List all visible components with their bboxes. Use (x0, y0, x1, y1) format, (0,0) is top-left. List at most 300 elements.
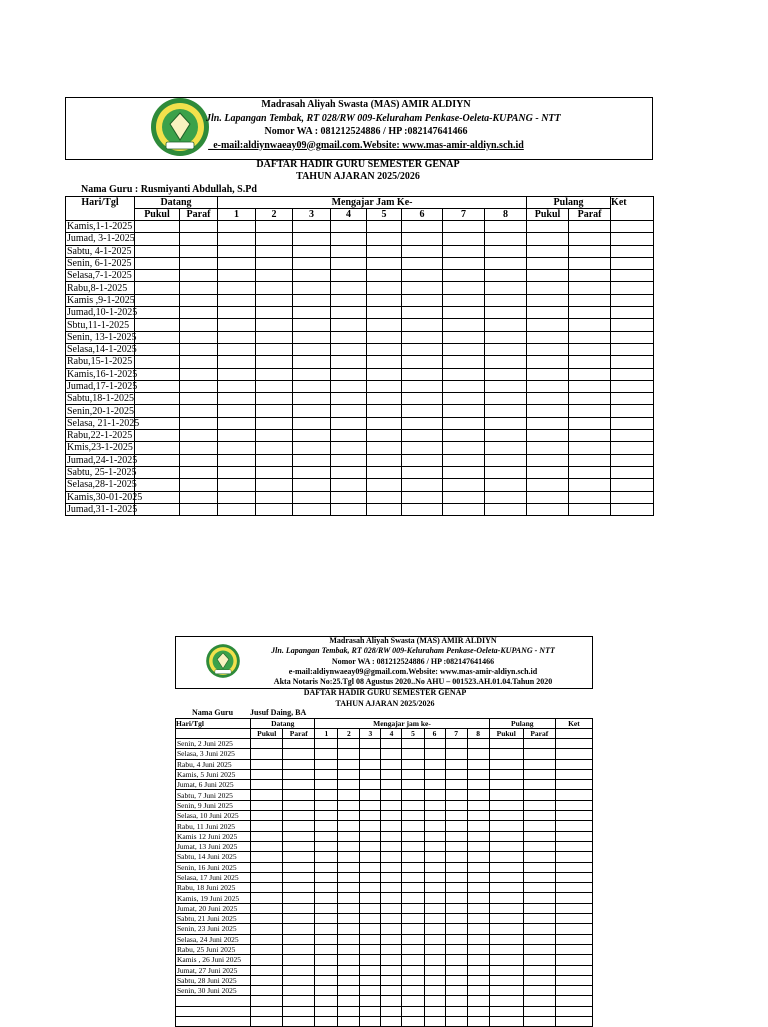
attendance-cell[interactable] (283, 883, 315, 893)
attendance-cell[interactable] (402, 331, 443, 343)
attendance-cell[interactable] (485, 368, 527, 380)
attendance-cell[interactable] (331, 479, 367, 491)
attendance-cell[interactable] (367, 245, 402, 257)
attendance-cell[interactable] (360, 749, 381, 759)
attendance-cell[interactable] (331, 405, 367, 417)
attendance-cell[interactable] (367, 221, 402, 233)
attendance-cell[interactable] (367, 307, 402, 319)
attendance-cell[interactable] (402, 924, 424, 934)
attendance-cell[interactable] (218, 319, 256, 331)
attendance-cell[interactable] (367, 454, 402, 466)
attendance-cell[interactable] (218, 343, 256, 355)
attendance-cell[interactable] (283, 934, 315, 944)
attendance-cell[interactable] (180, 245, 218, 257)
attendance-cell[interactable] (218, 331, 256, 343)
attendance-cell[interactable] (331, 245, 367, 257)
attendance-cell[interactable] (251, 790, 283, 800)
attendance-cell[interactable] (315, 852, 338, 862)
attendance-cell[interactable] (569, 221, 611, 233)
attendance-cell[interactable] (611, 221, 654, 233)
attendance-cell[interactable] (555, 986, 592, 996)
attendance-cell[interactable] (381, 749, 402, 759)
attendance-cell[interactable] (331, 356, 367, 368)
attendance-cell[interactable] (360, 739, 381, 749)
attendance-cell[interactable] (338, 955, 360, 965)
attendance-cell[interactable] (135, 393, 180, 405)
attendance-cell[interactable] (251, 841, 283, 851)
attendance-cell[interactable] (293, 380, 331, 392)
attendance-cell[interactable] (360, 872, 381, 882)
attendance-cell[interactable] (489, 769, 523, 779)
attendance-cell[interactable] (523, 852, 555, 862)
attendance-cell[interactable] (381, 862, 402, 872)
attendance-cell[interactable] (445, 872, 467, 882)
attendance-cell[interactable] (331, 307, 367, 319)
attendance-cell[interactable] (283, 811, 315, 821)
attendance-cell[interactable] (523, 759, 555, 769)
attendance-cell[interactable] (443, 368, 485, 380)
attendance-cell[interactable] (402, 862, 424, 872)
attendance-cell[interactable] (402, 975, 424, 985)
attendance-cell[interactable] (445, 944, 467, 954)
attendance-cell[interactable] (443, 442, 485, 454)
attendance-cell[interactable] (489, 811, 523, 821)
attendance-cell[interactable] (523, 996, 555, 1006)
attendance-cell[interactable] (293, 356, 331, 368)
attendance-cell[interactable] (485, 479, 527, 491)
attendance-cell[interactable] (569, 307, 611, 319)
attendance-cell[interactable] (402, 811, 424, 821)
attendance-cell[interactable] (402, 893, 424, 903)
attendance-cell[interactable] (555, 852, 592, 862)
attendance-cell[interactable] (445, 811, 467, 821)
attendance-cell[interactable] (611, 307, 654, 319)
attendance-cell[interactable] (424, 852, 445, 862)
attendance-cell[interactable] (445, 800, 467, 810)
attendance-cell[interactable] (611, 270, 654, 282)
attendance-cell[interactable] (555, 944, 592, 954)
attendance-cell[interactable] (555, 1017, 592, 1027)
attendance-cell[interactable] (135, 479, 180, 491)
attendance-cell[interactable] (283, 780, 315, 790)
attendance-cell[interactable] (402, 454, 443, 466)
attendance-cell[interactable] (381, 790, 402, 800)
attendance-cell[interactable] (527, 417, 569, 429)
attendance-cell[interactable] (218, 479, 256, 491)
attendance-cell[interactable] (218, 221, 256, 233)
attendance-cell[interactable] (338, 790, 360, 800)
attendance-cell[interactable] (555, 780, 592, 790)
attendance-cell[interactable] (424, 914, 445, 924)
attendance-cell[interactable] (527, 454, 569, 466)
attendance-cell[interactable] (251, 862, 283, 872)
attendance-cell[interactable] (523, 893, 555, 903)
attendance-cell[interactable] (360, 852, 381, 862)
attendance-cell[interactable] (402, 479, 443, 491)
attendance-cell[interactable] (367, 466, 402, 478)
attendance-cell[interactable] (485, 356, 527, 368)
attendance-cell[interactable] (367, 319, 402, 331)
attendance-cell[interactable] (135, 343, 180, 355)
attendance-cell[interactable] (283, 903, 315, 913)
attendance-cell[interactable] (331, 368, 367, 380)
attendance-cell[interactable] (489, 852, 523, 862)
attendance-cell[interactable] (256, 294, 293, 306)
attendance-cell[interactable] (218, 430, 256, 442)
attendance-cell[interactable] (218, 466, 256, 478)
attendance-cell[interactable] (218, 356, 256, 368)
attendance-cell[interactable] (381, 883, 402, 893)
attendance-cell[interactable] (315, 1017, 338, 1027)
attendance-cell[interactable] (256, 331, 293, 343)
attendance-cell[interactable] (489, 841, 523, 851)
attendance-cell[interactable] (135, 442, 180, 454)
attendance-cell[interactable] (180, 405, 218, 417)
attendance-cell[interactable] (523, 790, 555, 800)
attendance-cell[interactable] (569, 466, 611, 478)
attendance-cell[interactable] (445, 893, 467, 903)
attendance-cell[interactable] (402, 965, 424, 975)
attendance-cell[interactable] (180, 368, 218, 380)
attendance-cell[interactable] (611, 405, 654, 417)
attendance-cell[interactable] (445, 975, 467, 985)
attendance-cell[interactable] (424, 965, 445, 975)
attendance-cell[interactable] (135, 282, 180, 294)
attendance-cell[interactable] (527, 294, 569, 306)
attendance-cell[interactable] (283, 841, 315, 851)
attendance-cell[interactable] (180, 331, 218, 343)
attendance-cell[interactable] (443, 257, 485, 269)
attendance-cell[interactable] (256, 282, 293, 294)
attendance-cell[interactable] (569, 430, 611, 442)
attendance-cell[interactable] (315, 883, 338, 893)
attendance-cell[interactable] (331, 257, 367, 269)
attendance-cell[interactable] (443, 294, 485, 306)
attendance-cell[interactable] (485, 331, 527, 343)
attendance-cell[interactable] (251, 996, 283, 1006)
attendance-cell[interactable] (489, 872, 523, 882)
attendance-cell[interactable] (251, 903, 283, 913)
attendance-cell[interactable] (523, 903, 555, 913)
attendance-cell[interactable] (527, 503, 569, 515)
attendance-cell[interactable] (611, 417, 654, 429)
attendance-cell[interactable] (283, 739, 315, 749)
attendance-cell[interactable] (367, 479, 402, 491)
attendance-cell[interactable] (402, 996, 424, 1006)
attendance-cell[interactable] (424, 975, 445, 985)
attendance-cell[interactable] (381, 975, 402, 985)
attendance-cell[interactable] (283, 965, 315, 975)
attendance-cell[interactable] (555, 924, 592, 934)
attendance-cell[interactable] (467, 831, 489, 841)
attendance-cell[interactable] (424, 944, 445, 954)
attendance-cell[interactable] (485, 294, 527, 306)
attendance-cell[interactable] (402, 442, 443, 454)
attendance-cell[interactable] (424, 986, 445, 996)
attendance-cell[interactable] (424, 893, 445, 903)
attendance-cell[interactable] (424, 1017, 445, 1027)
attendance-cell[interactable] (338, 831, 360, 841)
attendance-cell[interactable] (424, 934, 445, 944)
attendance-cell[interactable] (180, 307, 218, 319)
attendance-cell[interactable] (485, 343, 527, 355)
attendance-cell[interactable] (443, 405, 485, 417)
attendance-cell[interactable] (445, 841, 467, 851)
attendance-cell[interactable] (527, 307, 569, 319)
attendance-cell[interactable] (251, 883, 283, 893)
attendance-cell[interactable] (293, 417, 331, 429)
attendance-cell[interactable] (338, 914, 360, 924)
attendance-cell[interactable] (135, 503, 180, 515)
attendance-cell[interactable] (218, 393, 256, 405)
attendance-cell[interactable] (315, 739, 338, 749)
attendance-cell[interactable] (424, 769, 445, 779)
attendance-cell[interactable] (315, 780, 338, 790)
attendance-cell[interactable] (489, 955, 523, 965)
attendance-cell[interactable] (402, 405, 443, 417)
attendance-cell[interactable] (283, 986, 315, 996)
attendance-cell[interactable] (527, 430, 569, 442)
attendance-cell[interactable] (527, 368, 569, 380)
attendance-cell[interactable] (135, 245, 180, 257)
attendance-cell[interactable] (331, 503, 367, 515)
attendance-cell[interactable] (489, 800, 523, 810)
attendance-cell[interactable] (569, 356, 611, 368)
attendance-cell[interactable] (569, 331, 611, 343)
attendance-cell[interactable] (402, 270, 443, 282)
attendance-cell[interactable] (315, 862, 338, 872)
attendance-cell[interactable] (283, 831, 315, 841)
attendance-cell[interactable] (467, 811, 489, 821)
attendance-cell[interactable] (338, 811, 360, 821)
attendance-cell[interactable] (381, 1006, 402, 1016)
attendance-cell[interactable] (523, 821, 555, 831)
attendance-cell[interactable] (445, 790, 467, 800)
attendance-cell[interactable] (489, 986, 523, 996)
attendance-cell[interactable] (367, 380, 402, 392)
attendance-cell[interactable] (180, 503, 218, 515)
attendance-cell[interactable] (527, 466, 569, 478)
attendance-cell[interactable] (555, 955, 592, 965)
attendance-cell[interactable] (218, 282, 256, 294)
attendance-cell[interactable] (381, 934, 402, 944)
attendance-cell[interactable] (485, 417, 527, 429)
attendance-cell[interactable] (180, 221, 218, 233)
attendance-cell[interactable] (256, 466, 293, 478)
attendance-cell[interactable] (251, 759, 283, 769)
attendance-cell[interactable] (315, 1006, 338, 1016)
attendance-cell[interactable] (402, 282, 443, 294)
attendance-cell[interactable] (443, 233, 485, 245)
attendance-cell[interactable] (555, 934, 592, 944)
attendance-cell[interactable] (283, 790, 315, 800)
attendance-cell[interactable] (467, 975, 489, 985)
attendance-cell[interactable] (367, 417, 402, 429)
attendance-cell[interactable] (611, 356, 654, 368)
attendance-cell[interactable] (445, 821, 467, 831)
attendance-cell[interactable] (611, 368, 654, 380)
attendance-cell[interactable] (338, 841, 360, 851)
attendance-cell[interactable] (443, 417, 485, 429)
attendance-cell[interactable] (402, 944, 424, 954)
attendance-cell[interactable] (360, 811, 381, 821)
attendance-cell[interactable] (256, 491, 293, 503)
attendance-cell[interactable] (402, 380, 443, 392)
attendance-cell[interactable] (443, 270, 485, 282)
attendance-cell[interactable] (315, 996, 338, 1006)
attendance-cell[interactable] (251, 800, 283, 810)
attendance-cell[interactable] (445, 852, 467, 862)
attendance-cell[interactable] (315, 790, 338, 800)
attendance-cell[interactable] (218, 245, 256, 257)
attendance-cell[interactable] (251, 852, 283, 862)
attendance-cell[interactable] (485, 393, 527, 405)
attendance-cell[interactable] (360, 914, 381, 924)
attendance-cell[interactable] (218, 270, 256, 282)
attendance-cell[interactable] (424, 903, 445, 913)
attendance-cell[interactable] (360, 955, 381, 965)
attendance-cell[interactable] (402, 831, 424, 841)
attendance-cell[interactable] (251, 955, 283, 965)
attendance-cell[interactable] (135, 257, 180, 269)
attendance-cell[interactable] (424, 924, 445, 934)
attendance-cell[interactable] (489, 790, 523, 800)
attendance-cell[interactable] (555, 790, 592, 800)
attendance-cell[interactable] (180, 430, 218, 442)
attendance-cell[interactable] (555, 903, 592, 913)
attendance-cell[interactable] (611, 331, 654, 343)
attendance-cell[interactable] (445, 831, 467, 841)
attendance-cell[interactable] (315, 924, 338, 934)
attendance-cell[interactable] (338, 893, 360, 903)
attendance-cell[interactable] (256, 380, 293, 392)
attendance-cell[interactable] (555, 821, 592, 831)
attendance-cell[interactable] (180, 466, 218, 478)
attendance-cell[interactable] (293, 270, 331, 282)
attendance-cell[interactable] (251, 914, 283, 924)
attendance-cell[interactable] (611, 245, 654, 257)
attendance-cell[interactable] (489, 883, 523, 893)
attendance-cell[interactable] (402, 393, 443, 405)
attendance-cell[interactable] (367, 331, 402, 343)
attendance-cell[interactable] (489, 893, 523, 903)
attendance-cell[interactable] (424, 739, 445, 749)
attendance-cell[interactable] (611, 282, 654, 294)
attendance-cell[interactable] (293, 405, 331, 417)
attendance-cell[interactable] (256, 417, 293, 429)
attendance-cell[interactable] (555, 811, 592, 821)
attendance-cell[interactable] (611, 393, 654, 405)
attendance-cell[interactable] (251, 749, 283, 759)
attendance-cell[interactable] (180, 454, 218, 466)
attendance-cell[interactable] (315, 934, 338, 944)
attendance-cell[interactable] (331, 294, 367, 306)
attendance-cell[interactable] (283, 800, 315, 810)
attendance-cell[interactable] (331, 331, 367, 343)
attendance-cell[interactable] (402, 790, 424, 800)
attendance-cell[interactable] (251, 944, 283, 954)
attendance-cell[interactable] (402, 466, 443, 478)
attendance-cell[interactable] (293, 233, 331, 245)
attendance-cell[interactable] (283, 769, 315, 779)
attendance-cell[interactable] (218, 442, 256, 454)
attendance-cell[interactable] (523, 986, 555, 996)
attendance-cell[interactable] (555, 914, 592, 924)
attendance-cell[interactable] (367, 356, 402, 368)
attendance-cell[interactable] (467, 944, 489, 954)
attendance-cell[interactable] (283, 996, 315, 1006)
attendance-cell[interactable] (443, 380, 485, 392)
attendance-cell[interactable] (367, 405, 402, 417)
attendance-cell[interactable] (367, 294, 402, 306)
attendance-cell[interactable] (402, 872, 424, 882)
attendance-cell[interactable] (381, 852, 402, 862)
attendance-cell[interactable] (611, 430, 654, 442)
attendance-cell[interactable] (381, 759, 402, 769)
attendance-cell[interactable] (424, 955, 445, 965)
attendance-cell[interactable] (402, 1006, 424, 1016)
attendance-cell[interactable] (283, 749, 315, 759)
attendance-cell[interactable] (293, 503, 331, 515)
attendance-cell[interactable] (381, 872, 402, 882)
attendance-cell[interactable] (293, 466, 331, 478)
attendance-cell[interactable] (489, 975, 523, 985)
attendance-cell[interactable] (555, 831, 592, 841)
attendance-cell[interactable] (611, 442, 654, 454)
attendance-cell[interactable] (338, 749, 360, 759)
attendance-cell[interactable] (523, 831, 555, 841)
attendance-cell[interactable] (283, 944, 315, 954)
attendance-cell[interactable] (445, 965, 467, 975)
attendance-cell[interactable] (485, 454, 527, 466)
attendance-cell[interactable] (135, 233, 180, 245)
attendance-cell[interactable] (360, 996, 381, 1006)
attendance-cell[interactable] (360, 831, 381, 841)
attendance-cell[interactable] (135, 430, 180, 442)
attendance-cell[interactable] (611, 343, 654, 355)
attendance-cell[interactable] (485, 245, 527, 257)
attendance-cell[interactable] (485, 307, 527, 319)
attendance-cell[interactable] (360, 759, 381, 769)
attendance-cell[interactable] (445, 986, 467, 996)
attendance-cell[interactable] (523, 924, 555, 934)
attendance-cell[interactable] (381, 800, 402, 810)
attendance-cell[interactable] (611, 503, 654, 515)
attendance-cell[interactable] (218, 503, 256, 515)
attendance-cell[interactable] (445, 862, 467, 872)
attendance-cell[interactable] (218, 307, 256, 319)
attendance-cell[interactable] (251, 769, 283, 779)
attendance-cell[interactable] (338, 1017, 360, 1027)
attendance-cell[interactable] (467, 821, 489, 831)
attendance-cell[interactable] (367, 491, 402, 503)
attendance-cell[interactable] (445, 780, 467, 790)
attendance-cell[interactable] (135, 221, 180, 233)
attendance-cell[interactable] (555, 800, 592, 810)
attendance-cell[interactable] (445, 759, 467, 769)
attendance-cell[interactable] (424, 996, 445, 1006)
attendance-cell[interactable] (424, 780, 445, 790)
attendance-cell[interactable] (402, 294, 443, 306)
attendance-cell[interactable] (443, 245, 485, 257)
attendance-cell[interactable] (445, 749, 467, 759)
attendance-cell[interactable] (293, 245, 331, 257)
attendance-cell[interactable] (402, 986, 424, 996)
attendance-cell[interactable] (527, 356, 569, 368)
attendance-cell[interactable] (338, 1006, 360, 1016)
attendance-cell[interactable] (555, 769, 592, 779)
attendance-cell[interactable] (555, 739, 592, 749)
